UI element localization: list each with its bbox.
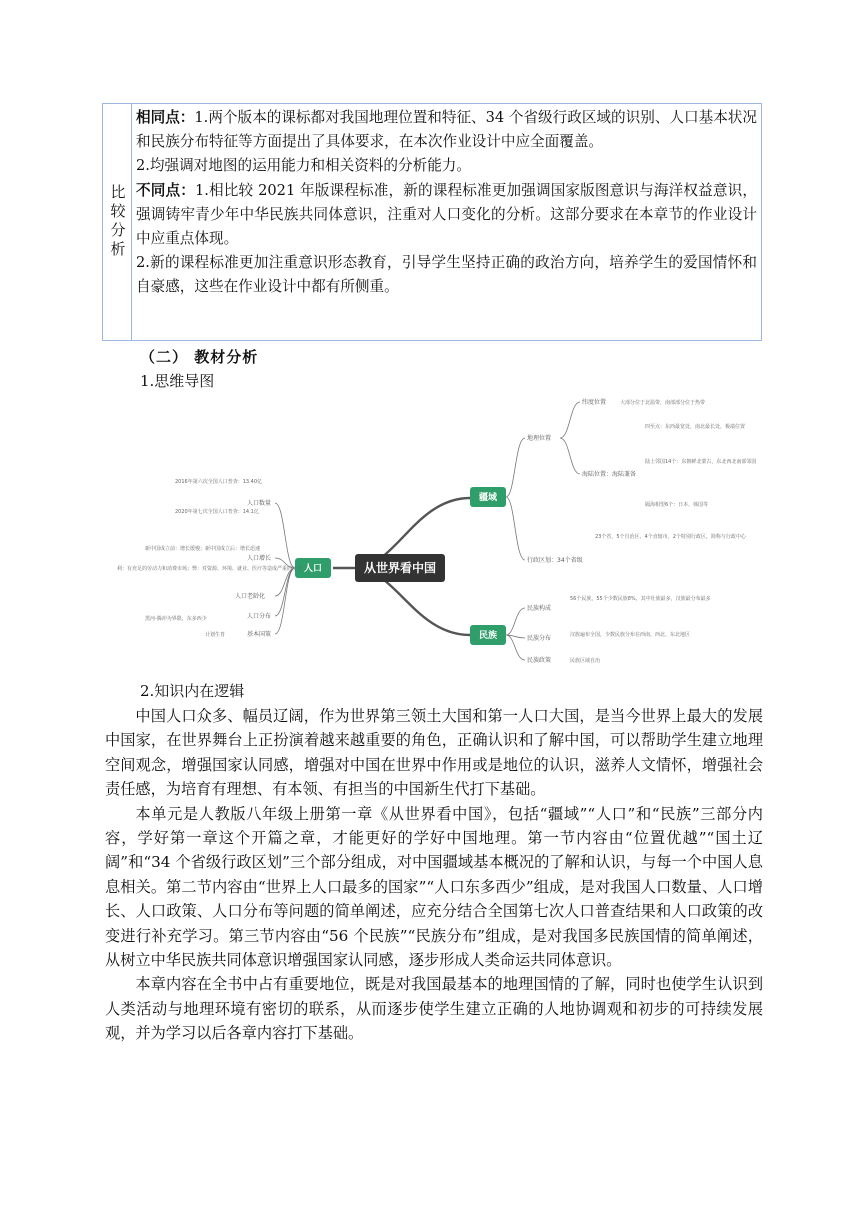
top-node-1: 行政区划：34个省级 [527,557,583,564]
top-leaf-4: 23个省，5个自治区，4个直辖市，2个特别行政区，简称与行政中心 [595,534,746,540]
logic-heading: 2.知识内在逻辑 [140,682,245,700]
left-leaf-5: 计划生育 [205,632,226,638]
top-leaf-0: 大部分位于北温带，南部部分位于热带 [620,400,706,406]
left-leaf-4: 黑河-腾冲为界限，东多西少 [145,616,207,622]
bottom-node-2: 民族政策 [527,657,552,664]
left-node-3: 人口分布 [247,613,272,620]
comparison-content [132,104,761,340]
section-heading: （二） 教材分析 [140,348,259,366]
left-leaf-2: 新中国成立前：增长缓慢；新中国成立后：增长迅速 [145,546,261,552]
bottom-leaf-2: 民族区域自治 [570,658,601,664]
diff-title: 不同点： [136,181,195,199]
body-text [105,704,763,1046]
comparison-label: 比较分析 [108,184,127,260]
bottom-leaf-0: 56个民族，55个少数民族8%，其中壮族最多，汉族最分布最多 [570,596,711,602]
paragraph-2: 本单元是人教版八年级上册第一章《从世界看中国》，包括“疆域”“人口”和“民族”三部分内容，学好第一章这个开篇之章，才能更好的学好中国地理。第一节内容由“位置优越”“国土辽阔”和“34 个省级行政区划”三个部分组成，对中国疆域基本概况的了解和认识，与每一个中国人息息相关。第二节内容由“世界上人口最多的国家”“人口东多西少”组成，是对我国人口数量、人口增长、人口政策、人口分布等问题的简单阐述，应充分结合全国第七次人口普查结果和人口政策的改变进行补充学习。第三节内容由“56 个民族”“民族分布”组成，是对我国多民族国情的简单阐述，从树立中华民族共同体意识增强国家认同感，逐步形成人类命运共同体意识。 [105,804,763,970]
comparison-label-cell [103,104,132,340]
left-leaf-1: 2020年第七次全国人口普查：14.1亿 [175,509,259,515]
left-node-0: 人口数量 [247,500,272,507]
top-node-0: 地理位置 [527,435,552,442]
top-leaf-3: 隔海相望6个：日本、韩国等 [645,502,709,508]
comparison-table [102,103,762,341]
left-node-4: 基本国策 [247,631,272,638]
top-leaf-1: 四至点：东西最宽处，南北最长处，极端位置 [645,424,746,430]
paragraph-3: 本章内容在全书中占有重要地位，既是对我国最基本的地理国情的了解，同时也使学生认识到人类活动与地理环境有密切的联系，从而逐步使学生建立正确的人地协调观和初步的可持续发展观，并为学习以后各章内容打下基础。 [105,975,763,1043]
bottom-leaf-1: 汉族遍布全国，少数民族分布在西南、西北、东北地区 [570,632,691,638]
left-node-2: 人口老龄化 [235,593,266,600]
bottom-node-1: 民族分布 [527,635,552,642]
diff-point-1: 不同点：1.相比较 2021 年版课程标准，新的课程标准更加强调国家版图意识与海洋权益意识，强调铸牢青少年中华民族共同体意识，注重对人口变化的分析。这部分要求在本章节的作业设计中应重点体现。 [136,181,757,248]
population-label: 人口 [303,564,323,574]
same-title: 相同点： [136,109,195,126]
paragraph-1: 中国人口众多、幅员辽阔，作为世界第三领土大国和第一人口大国，是当今世界上最大的发展中国家，在世界舞台上正扮演着越来越重要的角色，正确认识和了解中国，可以帮助学生建立地理空间观念，增强国家认同感，增强对中国在世界中作用或是地位的认识，滋养人文情怀，增强社会责任感，为培育有理想、有本领、有担当的中国新生代打下基础。 [105,707,763,799]
top-sub-1: 海陆位置：海陆兼备 [582,471,637,478]
mind-map [115,388,757,664]
left-node-1: 人口增长 [247,555,272,562]
ethnic-label: 民族 [478,631,498,641]
same-point-1: 相同点：1.两个版本的课标都对我国地理位置和特征、34 个省级行政区域的识别、人口基本状况和民族分布特征等方面提出了具体要求，在本次作业设计中应全面覆盖。 [136,109,757,151]
mindmap-heading: 1.思维导图 [140,372,215,390]
top-leaf-2: 陆上邻国14个：东朝鲜北蒙古，东北西北南部邻国 [645,459,757,465]
diff-point-2: 2.新的课程标准更加注重意识形态教育，引导学生坚持正确的政治方向，培养学生的爱国情怀和自豪感，这些在作业设计中都有所侧重。 [136,254,757,296]
center-label: 从世界看中国 [363,561,437,575]
top-sub-0: 纬度位置 [582,399,607,406]
left-leaf-3: 利：有充足的劳动力和消费市场；弊：对资源、环境、就业、医疗等造成严重的压力 [117,566,303,572]
same-point-2: 2.均强调对地图的运用能力和相关资料的分析能力。 [136,157,471,175]
mind-map-svg [115,388,757,664]
left-leaf-0: 2016年第六次全国人口普查：13.40亿 [175,479,263,485]
bottom-node-0: 民族构成 [527,605,552,612]
territory-label: 疆域 [478,493,498,503]
